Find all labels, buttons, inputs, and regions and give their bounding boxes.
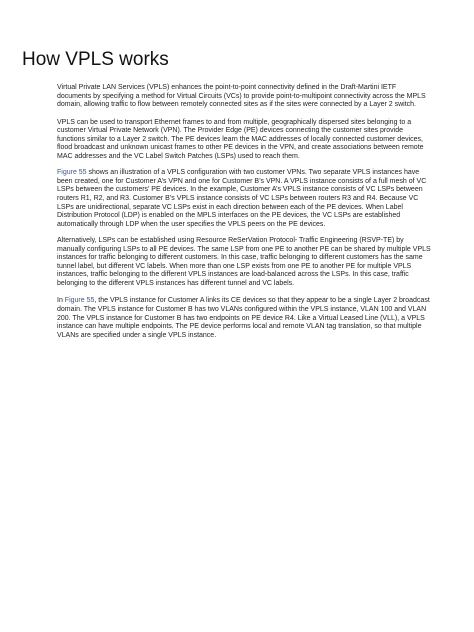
figure-55-link-2[interactable]: Figure 55 (64, 297, 95, 305)
paragraph-figure-illustration-text: shows an illustration of a VPLS configuration with two customer VPNs. Two separate VPLS instances have been created, one for Customer A’s VPN and one for Customer B’s VPN. A VPLS instance consists of a full mesh of VC LSPs between the customers’ PE devices. In the example, Customer A’s VPLS instance consists of VC LSPs between routers R1, R2, and R3. Customer B’s VPLS instance consists of VC LSPs between routers R3 and R4. Because VC LSPs are unidirectional, separate VC LSPs exist in each direction between each of the PE devices. When Label Distribution Protocol (LDP) is enabled on the MPLS interfaces on the PE devices, the VC LSPs are established automatically through LDP when the user specifies the VPLS peers on the PE devices. (57, 169, 427, 228)
paragraph-customer-instances-text: , the VPLS instance for Customer A links its CE devices so that they appear to be a single Layer 2 broadcast domain. The VPLS instance for Customer B has two VLANs configured within the VPLS instance, VLAN 100 and VLAN 200. The VPLS instance for Customer B has two endpoints on PE device R4. Like a Virtual Leased Line (VLL), a VPLS instance can have multiple endpoints. The PE device performs local and remote VLAN tag translation, so that multiple VLANs are specified under a single VPLS instance. (57, 297, 430, 339)
page-title: How VPLS works (22, 49, 169, 70)
figure-55-link[interactable]: Figure 55 (57, 169, 87, 177)
document-body (57, 84, 432, 350)
paragraph-figure-illustration (57, 169, 432, 229)
paragraph-ethernet-transport: VPLS can be used to transport Ethernet frames to and from multiple, geographically dispersed sites belonging to a customer Virtual Private Network (VPN). The Provider Edge (PE) devices connecting the customer sites provide functions similar to a Layer 2 switch. The PE devices learn the MAC addresses of locally connected customer devices, flood broadcast and unknown unicast frames to other PE devices in the VPN, and create associations between remote MAC addresses and the VC Label Switch Patches (LSPs) used to reach them. (57, 118, 424, 160)
paragraph-rsvp-te: Alternatively, LSPs can be established using Resource ReSerVation Protocol- Traffic Engineering (RSVP-TE) by manually configuring LSPs to all PE devices. The same LSP from one PE to another PE can be shared by multiple VPLS instances for traffic belonging to different customers. In this case, traffic belonging to different customers has the same tunnel label, but different VC labels. When more than one LSP exists from one PE to another PE for multiple VPLS instances, traffic belonging to the different VPLS instances are load-balanced across the LSPs. In this case, traffic belonging to the different VPLS instances has different tunnel and VC labels. (57, 237, 431, 287)
paragraph-customer-instances (57, 297, 432, 340)
paragraph-customer-instances-prefix: In (57, 297, 65, 305)
paragraph-intro: Virtual Private LAN Services (VPLS) enhances the point-to-point connectivity defined in the Draft-Martini IETF documents by specifying a method for Virtual Circuits (VCs) to provide point-to-multipoint connectivity across the MPLS domain, allowing traffic to flow between remotely connected sites as if the sites were connected by a Layer 2 switch. (57, 84, 426, 109)
